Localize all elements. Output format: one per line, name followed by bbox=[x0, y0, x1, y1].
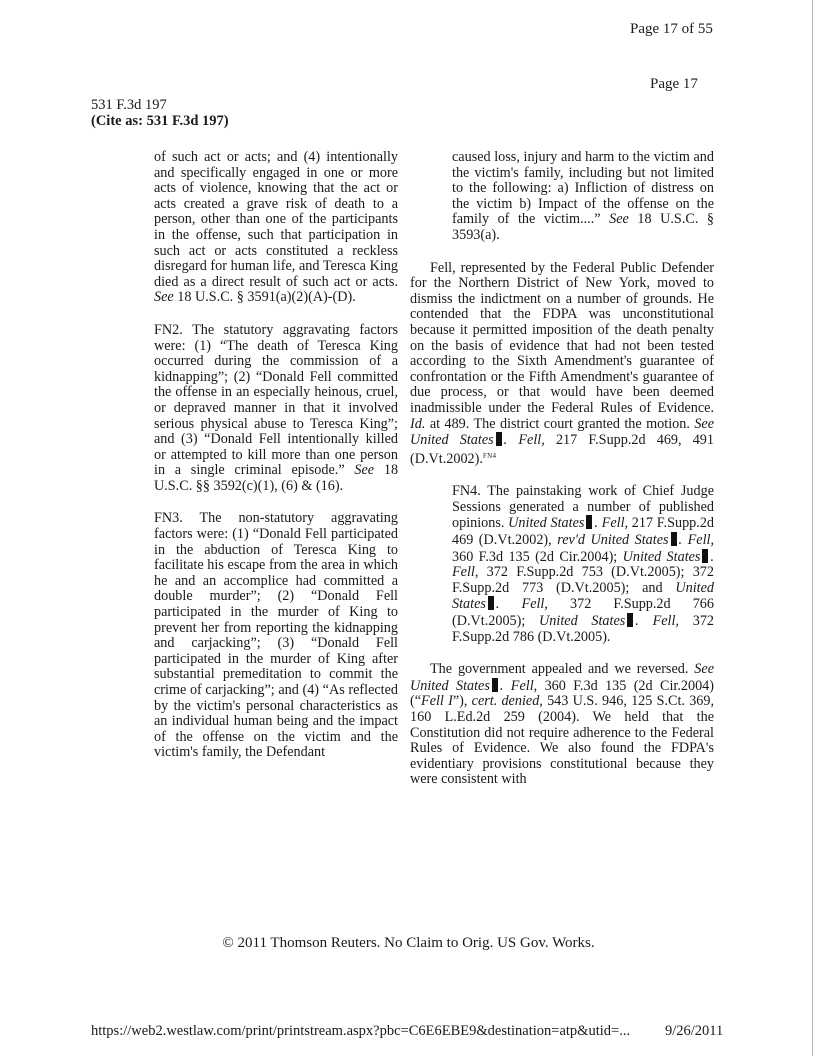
continued-paragraph: of such act or acts; and (4) intentionally and specifically engaged in one or more acts of violence, knowing that the act or acts created a grave risk of death to a person, other than one of the participants in the offense, such that participation in such act or acts constituted a reckless disregard for human life, and Teresca King died as a direct result of such act or acts. See 18 U.S.C. § 3591(a)(2)(A)-(D). bbox=[154, 149, 398, 306]
print-date: 9/26/2011 bbox=[665, 1023, 724, 1039]
redaction-mark bbox=[586, 515, 592, 529]
redaction-mark bbox=[488, 596, 494, 610]
footnote-fn2: FN2. The statutory aggravating factors were: (1) “The death of Teresca King occurred during the commission of a kidnapping”; (2) “Donald Fell committed the offense in an especially heinous, cruel, or depraved manner in that it involved serious physical abuse to Teresca King”; and (3) “Donald Fell intentionally killed or attempted to kill more than one person in a single criminal episode.” See 18 U.S.C. §§ 3592(c)(1), (6) & (16). bbox=[154, 321, 399, 494]
cite-as: (Cite as: 531 F.3d 197) bbox=[91, 113, 229, 129]
redaction-mark bbox=[492, 678, 498, 692]
redaction-mark bbox=[702, 549, 708, 563]
redaction-mark bbox=[671, 532, 677, 546]
left-column bbox=[154, 150, 398, 761]
redaction-mark bbox=[496, 432, 502, 446]
page-edge-line bbox=[812, 0, 813, 1056]
copyright-notice: © 2011 Thomson Reuters. No Claim to Orig. US Gov. Works. bbox=[222, 935, 595, 951]
redaction-mark bbox=[627, 613, 633, 627]
page-of-count: Page 17 of 55 bbox=[630, 21, 713, 37]
footnote-fn4: FN4. The painstaking work of Chief Judge Sessions generated a number of published opinions. United States . Fell, 217 F.Supp.2d 469 (D.Vt.2002), rev'd United States . Fell, 360 F.3d 135 (2d Cir.2004); United States . Fell, 372 F.Supp.2d 753 (D.Vt.2005); 372 F.Supp.2d 773 (D.Vt.2005); and United States . Fell, 372 F.Supp.2d 766 (D.Vt.2005); United States . Fell, 372 F.Supp.2d 786 (D.Vt.2005). bbox=[452, 483, 715, 645]
page-number: Page 17 bbox=[650, 76, 698, 92]
right-column bbox=[410, 150, 714, 788]
paragraph-appeal: The government appealed and we reversed. See United States . Fell, 360 F.3d 135 (2d Cir.2004) (“Fell I”), cert. denied, 543 U.S. 946, 125 S.Ct. 369, 160 L.Ed.2d 259 (2004). We held that the Constitution did not require adherence to the Federal Rules of Evidence. We also found the FDPA's evidentiary provisions constitutional because they were consistent with bbox=[410, 661, 715, 788]
paragraph-motion-to-dismiss: Fell, represented by the Federal Public Defender for the Northern District of New York, moved to dismiss the indictment on a number of grounds. He contended that the FDPA was unconstitutional because it permitted imposition of the death penalty on the basis of evidence that had not been tested according to the Sixth Amendment's guarantee of confrontation or the Fifth Amendment's guarantee of due process, or that would have been deemed inadmissible under the Federal Rules of Evidence. Id. at 489. The district court granted the motion. See United States . Fell, 217 F.Supp.2d 469, 491 (D.Vt.2002).$^{FN4}$ bbox=[410, 259, 715, 467]
footnote-fn3-continued: caused loss, injury and harm to the victim and the victim's family, including but not limited to the following: a) Infliction of distress on the victim b) Impact of the offense on the family of the victim....” See 18 U.S.C. § 3593(a). bbox=[452, 149, 715, 243]
footnote-ref-fn4[interactable]: FN4 bbox=[482, 451, 497, 460]
print-url: https://web2.westlaw.com/print/printstream.aspx?pbc=C6E6EBE9&destination=atp&utid=... bbox=[91, 1023, 631, 1039]
citation: 531 F.3d 197 bbox=[91, 97, 167, 113]
footnote-fn3: FN3. The non-statutory aggravating factors were: (1) “Donald Fell participated in the abduction of Teresca King to facilitate his escape from the area in which he and an accomplice had committed a double murder”; (2) “Donald Fell participated in the murder of King to prevent her from reporting the kidnapping and carjacking”; (3) “Donald Fell participated in the murder of King after substantial premeditation to commit the crime of carjacking”; and (4) “As reflected by the victim's personal characteristics as an individual human being and the impact of the offense on the victim and the victim's family, the Defendant bbox=[154, 510, 398, 761]
